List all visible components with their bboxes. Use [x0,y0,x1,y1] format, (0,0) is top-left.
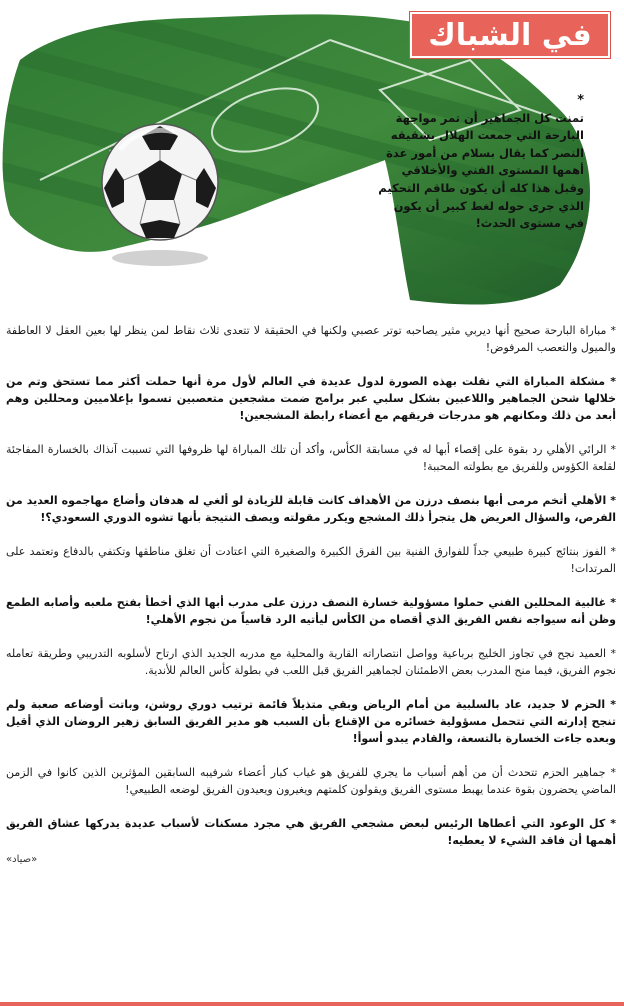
paragraph-1: * مباراة البارحة صحيح أنها ديربي مثير يصاحبه توتر عصبي ولكنها في الحقيقة لا تتعدى ثلاث نقاط لمن ينظر لها بعين العقل لا العاطفة والميول والتعصب المرفوض! [6,324,616,354]
section-title [410,12,610,58]
hero-banner [0,0,624,312]
paragraph-5: * الفوز بنتائج كبيرة طبيعي جداً للفوارق الفنية بين الفرق الكبيرة والصغيرة التي اعتادت أن تغلق مناطقها وتكتفي بالدفاع وتعتمد على المرتدات! [6,545,616,575]
intro-text: تمنت كل الجماهير أن تمر مواجهة البارحة التي جمعت الهلال بشقيقه النصر كما يقال بسلام من أمور عدة أهمها المستوى الفني والأخلاقي وقبل هذا كله أن يكون طاقم التحكيم الذي جرى حوله لغط كبير أن يكون في مستوى الحدث! [378,110,584,231]
paragraph-7: * العميد نجح في تجاوز الخليج برباعية وواصل انتصاراته القارية والمحلية مع مدربه الجديد الذي ارتاح لأسلوبه التدريبي وطريقة تعامله نجوم الفريق، فيما منح المدرب بعض الاطمئنان لجماهير الفريق قبل اللعب في بطولة كأس العالم للأندية. [6,647,616,677]
article-body [6,322,616,865]
paragraph-6: * غالبية المحللين الفني حملوا مسؤولية خسارة النصف درزن على مدرب أبها الذي أخطأ بفتح ملعبه وأصابه الطمع وظن أنه سيواجه نفس الفريق الذي أقصاه من الكأس ليأتيه الرد قاسياً من نجوم الأهلي! [6,596,616,626]
paragraph-10: * كل الوعود التي أعطاها الرئيس لبعض مشجعي الفريق هي مجرد مسكنات لأسباب عديدة يدركها عشاق الفريق أهمها أن فاقد الشيء لا يعطيه! [6,817,616,847]
footer-divider [0,1002,624,1006]
paragraph-4: * الأهلي أتخم مرمى أبها بنصف درزن من الأهداف كانت قابلة للزيادة لو ألغي له هدفان وأضاع مهاجموه العديد من الفرص، والسؤال العريض هل يتجرأ ذلك المشجع ويكرر مقولته ويصف النتيجة بأنها تشوه الدوري السعودي؟! [6,494,616,524]
paragraph-8: * الحزم لا جديد، عاد بالسلبية من أمام الرياض وبقي متذيلاً قائمة ترتيب دوري روشن، وباتت أوضاعه صعبة ولم تنجح إدارته التي تتحمل مسؤولية خسائره من الإقناع بأن السبب هو مدير الفريق السابق زهير الروضان الذي أقيل وبعده جاءت الخسارة بالتسعة، والقادم يبدو أسوأ! [6,698,616,745]
paragraph-2: * مشكلة المباراة التي نقلت بهذه الصورة لدول عديدة في العالم لأول مرة أنها حملت أكثر مما تستحق وتم من خلالها شحن الجماهير واللاعبين بشكل سلبي عبر برامج ضمت مشجعين متعصبين تسموا بإعلاميين ومحللين وهم أبعد من ذلك ومكانهم هو مدرجات فريقهم مع أعضاء رابطة المشجعين! [6,375,616,422]
author-signature: «صياد» [6,854,38,865]
intro-star: * [577,93,584,108]
paragraph-3: * الرائي الأهلي رد بقوة على إقصاء أبها له في مسابقة الكأس، وأكد أن تلك المباراة لها ظروفها التي تسببت آنذاك بالخسارة المفاجئة لقلعة الكؤوس وللفريق مع بطولته المحببة! [6,443,616,473]
intro-paragraph [374,92,584,233]
paragraph-9: * جماهير الحزم تتحدث أن من أهم أسباب ما يجري للفريق هو غياب كبار أعضاء شرفيبه السابقين المؤثرين الذين كانوا في الزمن الماضي يحضرون بقوة عندما يهبط مستوى الفريق ويقولون كلمتهم ويغيرون ويعيدون الفريق لوضعه الطبيعي! [6,766,616,796]
section-title-text: في الشباك [428,17,592,53]
